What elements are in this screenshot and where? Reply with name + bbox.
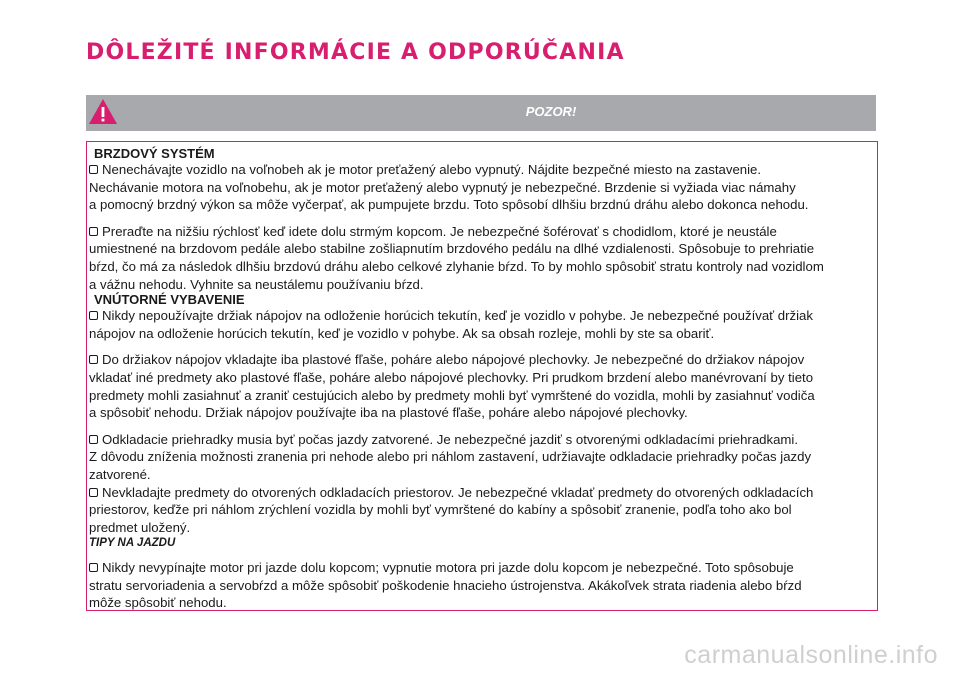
warning-label: POZOR! <box>525 104 577 119</box>
section-heading-brakes: BRZDOVÝ SYSTÉM <box>94 146 215 161</box>
paragraph-downhill-gear: Preraďte na nižšiu rýchlosť keď idete dolu strmým kopcom. Je nebezpečné šoférovať s chodidlom, ktoré je neustále umiestnené na brzdovom pedále alebo stabilne zošliapnutím brzdového pedálu na dlhé vzdialenosti. Spôsobuje to prehriatie bŕzd, čo má za následok dlhšiu brzdovú dráhu alebo celkové zlyhanie bŕzd. To by mohlo spôsobiť stratu kontroly nad vozidlom a vážnu nehodu. Vyhnite sa neustálemu používaniu bŕzd. <box>89 223 824 292</box>
page-title: DÔLEŽITÉ INFORMÁCIE A ODPORÚČANIA <box>86 40 625 65</box>
warning-content <box>89 147 875 612</box>
checkbox-bullet-icon <box>89 435 98 444</box>
checkbox-bullet-icon <box>89 563 98 572</box>
paragraph-idle-engine: Nenechávajte vozidlo na voľnobeh ak je motor preťažený alebo vypnutý. Nájdite bezpečné miesto na zastavenie. Nechávanie motora na voľnobehu, ak je motor preťažený alebo vypnutý je nebezpečné. Brzdenie si vyžiada viac námahy a pomocný brzdný výkon sa môže vyčerpať, ak pumpujete brzdu. Toto spôsobí dlhšiu brzdnú dráhu alebo dokonca nehodu. <box>89 162 809 213</box>
watermark: carmanualsonline.info <box>684 641 938 669</box>
paragraph-open-storage: Nevkladajte predmety do otvorených odkladacích priestorov. Je nebezpečné vkladať predmety do otvorených odkladacích priestorov, keďže pri náhlom zrýchlení vozidla by mohli byť vymrštené do kabíny a spôsobiť zranenie, podľa toho ako bol predmet uložený. <box>89 484 814 535</box>
paragraph-cup-holder-items: Do držiakov nápojov vkladajte iba plastové fľaše, poháre alebo nápojové plechovky. Je nebezpečné do držiakov nápojov vkladať iné predmety ako plastové fľaše, poháre alebo nápojové plechovky. Pri prudkom brzdení alebo manévrovaní by tieto predmety mohli zasiahnuť a zraniť cestujúcich alebo by predmety mohli byť vymrštené do vozidla, mohli by zasiahnuť vodiča a spôsobiť nehodu. Držiak nápojov používajte iba na plastové fľaše, poháre alebo nápojové plechovky. <box>89 352 815 421</box>
checkbox-bullet-icon <box>89 227 98 236</box>
paragraph-storage-closed: Odkladacie priehradky musia byť počas jazdy zatvorené. Je nebezpečné jazdiť s otvorenými odkladacími priehradkami. Z dôvodu zníženia možnosti zranenia pri nehode alebo pri náhlom zastavení, udržiavajte odkladacie priehradky počas jazdy zatvorené. <box>89 431 812 482</box>
checkbox-bullet-icon <box>89 488 98 497</box>
paragraph-cup-holder-hot: Nikdy nepoužívajte držiak nápojov na odloženie horúcich tekutín, keď je vozidlo v pohybe. Je nebezpečné používať držiak nápojov na odloženie horúcich tekutín, keď je vozidlo v pohybe. Ak sa obsah rozleje, mohli by ste sa obariť. <box>89 308 813 341</box>
paragraph-engine-downhill: Nikdy nevypínajte motor pri jazde dolu kopcom; vypnutie motora pri jazde dolu kopcom je nebezpečné. Toto spôsobuje stratu servoriadenia a servobŕzd a môže spôsobiť poškodenie hnacieho ústrojenstva. Akákoľvek strata riadenia alebo bŕzd môže spôsobiť nehodu. <box>89 560 802 611</box>
checkbox-bullet-icon <box>89 355 98 364</box>
warning-banner <box>86 95 876 131</box>
section-heading-interior: VNÚTORNÉ VYBAVENIE <box>94 292 245 308</box>
checkbox-bullet-icon <box>89 165 98 174</box>
section-heading-tips: TIPY NA JAZDU <box>89 537 176 550</box>
checkbox-bullet-icon <box>89 311 98 320</box>
